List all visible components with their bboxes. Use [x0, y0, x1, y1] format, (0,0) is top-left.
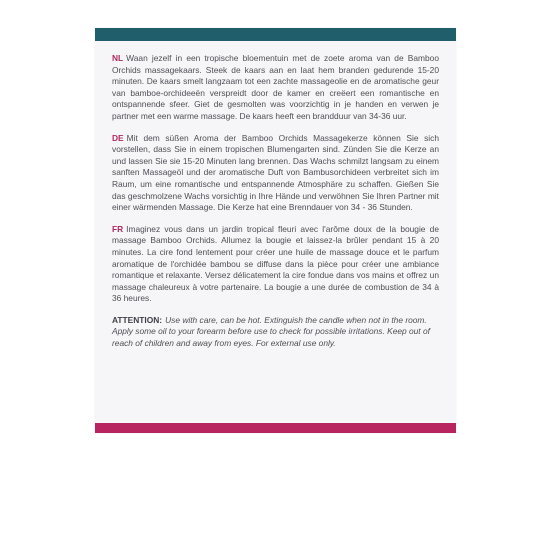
lang-code-nl: NL [112, 53, 124, 63]
label-text-content [112, 53, 439, 350]
section-text-nl: Waan jezelf in een tropische bloementuin met de zoete aroma van de Bamboo Orchids massagekaars. Steek de kaars aan en laat hem branden gedurende 15-20 minuten. De kaars smelt langzaam tot een zachte massageolie en de aromatische geur van bamboe-orchideeën verspreidt door de kamer en creëert een romantische en ontspannende sfeer. Giet de gesmolten was voorzichtig in je handen en verwen je partner met een warme massage. De kaars heeft een brandduur van 34-36 uur. [112, 53, 439, 121]
section-de [112, 133, 439, 214]
section-text-de: Mit dem süßen Aroma der Bamboo Orchids Massagekerze können Sie sich vorstellen, dass Sie in einem tropischen Blumengarten sind. Zünden Sie die Kerze an und lassen Sie sie 15-20 Minuten lang brennen. Das Wachs schmilzt langsam zu einem sanften Massageöl und der aromatische Duft von Bambusorchideen verbreitet sich im Raum, um eine romantische und entspannende Atmosphäre zu schaffen. Gießen Sie das geschmolzene Wachs vorsichtig in Ihre Hände und verwöhnen Sie Ihren Partner mit einer wärmenden Massage. Die Kerze hat eine Brenndauer von 34 - 36 Stunden. [112, 132, 439, 213]
bottom-color-band [95, 423, 456, 433]
section-text-fr: Imaginez vous dans un jardin tropical fleuri avec l'arôme doux de la bougie de massage Bamboo Orchids. Allumez la bougie et laissez-la brûler pendant 15 à 20 minutes. La cire fond lentement pour créer une huile de massage douce et le parfum aromatique de l'orchidée bambou se diffuse dans la pièce pour créer une ambiance romantique et relaxante. Versez délicatement la cire fondue dans vos mains et offrez un massage chaleureux à votre partenaire. La bougie a une durée de combustion de 34 à 36 heures. [112, 223, 439, 304]
product-label [95, 28, 456, 433]
attention-notice [112, 315, 439, 350]
lang-code-de: DE [112, 132, 124, 143]
section-nl [112, 53, 439, 123]
lang-code-fr: FR [112, 223, 124, 234]
top-color-band [95, 28, 456, 41]
attention-label: ATTENTION: [112, 314, 163, 325]
attention-text: Use with care, can be hot. Extinguish the candle when not in the room. Apply some oil to your forearm before use to check for possible irritations. Keep out of reach of children and away from eyes. For external use only. [112, 314, 430, 349]
section-fr [112, 224, 439, 305]
